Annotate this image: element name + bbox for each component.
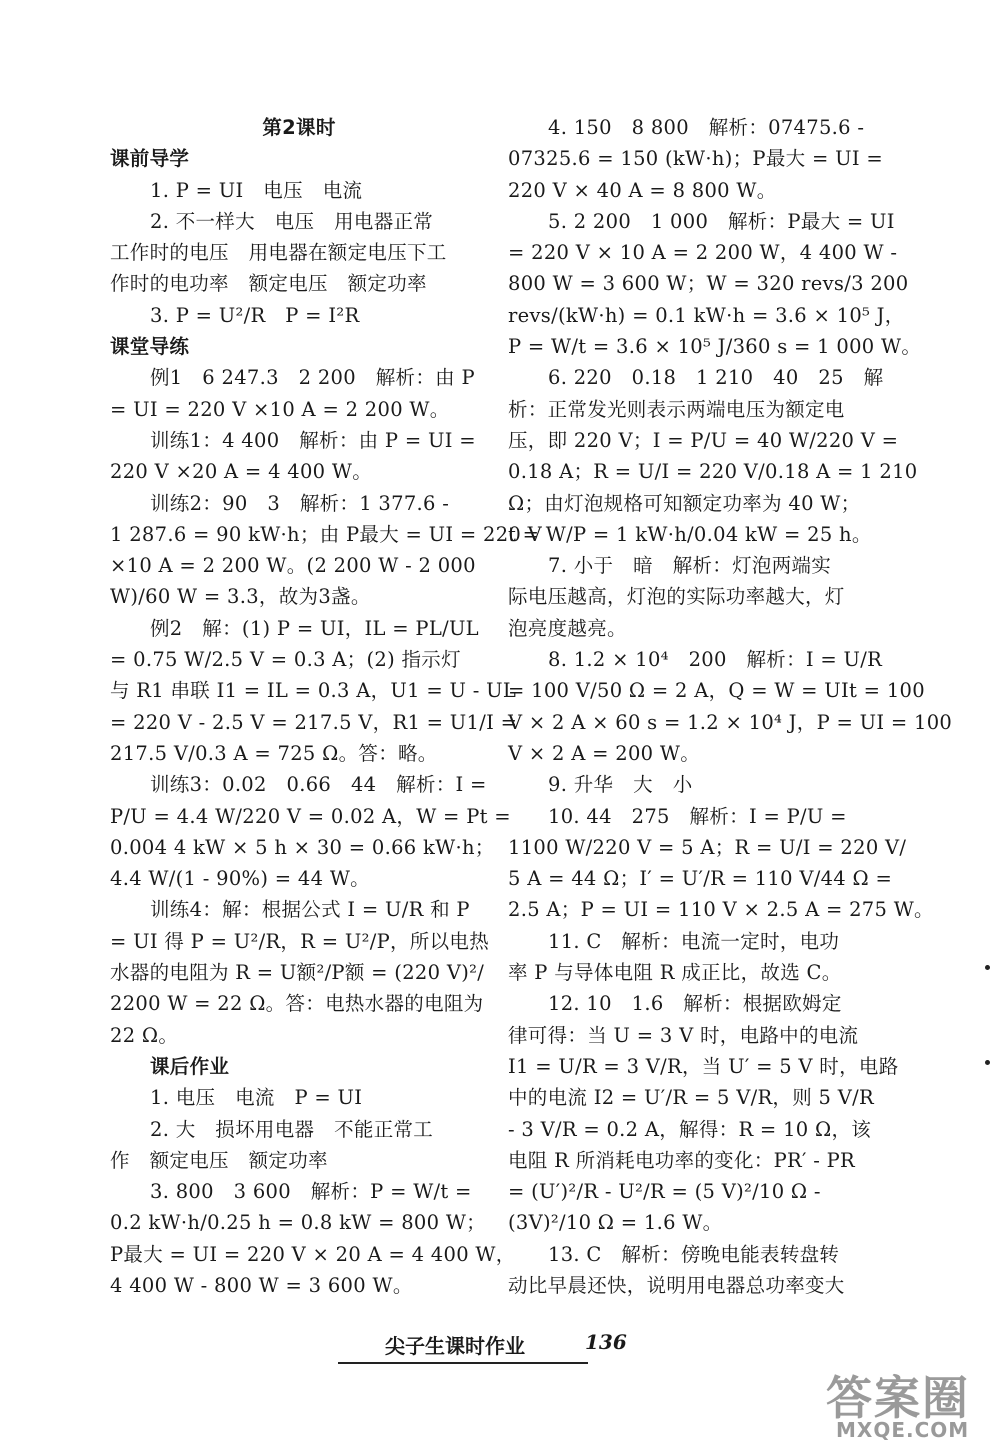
text-line: 2.5 A；P = UI = 110 V × 2.5 A = 275 W。: [508, 898, 934, 922]
text-line: = UI 得 P = U²/R，R = U²/P，所以电热: [110, 929, 489, 953]
text-line: 3. P = U²/R P = I²R: [150, 303, 360, 327]
text-line: = (U′)²/R - U²/R = (5 V)²/10 Ω -: [508, 1180, 821, 1204]
text-line: 5. 2 200 1 000 解析：P最大 = UI: [548, 209, 895, 233]
text-line: V × 2 A × 60 s = 1.2 × 10⁴ J，P = UI = 100: [508, 710, 953, 734]
text-line: 课堂导练: [110, 335, 190, 359]
text-line: 7. 小于 暗 解析：灯泡两端实: [548, 554, 832, 578]
text-line: P/U = 4.4 W/220 V = 0.02 A，W = Pt =: [110, 804, 511, 828]
right-column: [508, 112, 953, 1301]
margin-mark: [985, 1060, 990, 1065]
text-line: P最大 = UI = 220 V × 20 A = 4 400 W，: [110, 1242, 516, 1266]
text-line: 22 Ω。: [110, 1023, 179, 1047]
text-line: 第2课时: [262, 116, 336, 139]
text-line: 12. 10 1.6 解析：根据欧姆定: [548, 992, 842, 1016]
text-line: 11. C 解析：电流一定时，电功: [548, 929, 840, 953]
text-line: 1. P = UI 电压 电流: [150, 178, 363, 202]
text-line: 6. 220 0.18 1 210 40 25 解: [548, 366, 884, 390]
text-line: P = W/t = 3.6 × 10⁵ J/360 s = 1 000 W。: [508, 335, 922, 359]
watermark-logo: [818, 1362, 988, 1447]
text-line: 0.004 4 kW × 5 h × 30 = 0.66 kW·h；: [110, 835, 495, 859]
text-line: 课后作业: [150, 1054, 230, 1078]
text-line: 10. 44 275 解析：I = P/U =: [548, 804, 847, 828]
text-line: 水器的电阻为 R = U额²/P额 = (220 V)²/: [110, 961, 485, 985]
text-line: 泡亮度越亮。: [508, 616, 627, 640]
text-line: 电阻 R 所消耗电功率的变化：PR′ - PR: [508, 1148, 855, 1172]
text-line: 4. 150 8 800 解析：07475.6 -: [548, 116, 865, 139]
text-line: 800 W = 3 600 W；W = 320 revs/3 200: [508, 272, 909, 296]
text-line: = 100 V/50 Ω = 2 A，Q = W = UIt = 100: [508, 679, 925, 703]
text-line: = 220 V - 2.5 V = 217.5 V，R1 = U1/I =: [110, 710, 518, 734]
text-line: 2200 W = 22 Ω。答：电热水器的电阻为: [110, 992, 484, 1016]
text-line: 训练4：解：根据公式 I = U/R 和 P: [150, 898, 470, 922]
text-line: 2. 大 损坏用电器 不能正常工: [150, 1117, 434, 1141]
page-number: 136: [585, 1330, 627, 1354]
text-line: 1. 电压 电流 P = UI: [150, 1086, 363, 1110]
text-line: 动比早晨还快，说明用电器总功率变大: [508, 1273, 845, 1297]
text-line: 5 A = 44 Ω；I′ = U′/R = 110 V/44 Ω =: [508, 867, 893, 891]
text-line: V × 2 A = 200 W。: [508, 741, 701, 765]
text-line: 中的电流 I2 = U′/R = 5 V/R，则 5 V/R: [508, 1086, 874, 1110]
text-line: 与 R1 串联 I1 = IL = 0.3 A，U1 = U - UL: [110, 679, 517, 703]
watermark-text: 答案圈: [826, 1371, 970, 1425]
text-line: = UI = 220 V ×10 A = 2 200 W。: [110, 397, 450, 421]
text-line: 0.2 kW·h/0.25 h = 0.8 kW = 800 W；: [110, 1211, 486, 1235]
text-line: 220 V × 40 A = 8 800 W。: [508, 178, 777, 202]
text-line: 9. 升华 大 小: [548, 773, 693, 797]
text-line: 1100 W/220 V = 5 A；R = U/I = 220 V/: [508, 835, 907, 859]
text-line: = 220 V × 10 A = 2 200 W，4 400 W -: [508, 241, 898, 265]
text-line: 作时的电功率 额定电压 额定功率: [110, 272, 427, 296]
text-line: 率 P 与导体电阻 R 成正比，故选 C。: [508, 961, 842, 985]
text-line: 1 287.6 = 90 kW·h；由 P最大 = UI = 220 V: [110, 522, 543, 546]
text-line: 际电压越高，灯泡的实际功率越大，灯: [508, 585, 845, 609]
text-line: I1 = U/R = 3 V/R，当 U′ = 5 V 时，电路: [508, 1054, 899, 1078]
text-line: 0.18 A；R = U/I = 220 V/0.18 A = 1 210: [508, 460, 918, 484]
text-line: revs/(kW·h) = 0.1 kW·h = 3.6 × 10⁵ J，: [508, 303, 905, 327]
text-line: (3V)²/10 Ω = 1.6 W。: [508, 1211, 723, 1235]
text-line: 作 额定电压 额定功率: [110, 1148, 328, 1172]
footer-rule: [338, 1362, 588, 1364]
text-line: t = W/P = 1 kW·h/0.04 kW = 25 h。: [508, 522, 872, 546]
text-line: = 0.75 W/2.5 V = 0.3 A；(2) 指示灯: [110, 648, 461, 672]
text-line: 2. 不一样大 电压 用电器正常: [150, 209, 434, 233]
book-title: 尖子生课时作业: [385, 1334, 525, 1358]
text-line: 工作时的电压 用电器在额定电压下工: [110, 241, 447, 265]
text-line: 律可得：当 U = 3 V 时，电路中的电流: [508, 1023, 859, 1047]
text-line: 例2 解：(1) P = UI，IL = PL/UL: [150, 616, 479, 640]
left-column: [110, 112, 543, 1301]
text-line: 3. 800 3 600 解析：P = W/t =: [150, 1180, 472, 1204]
text-line: 例1 6 247.3 2 200 解析：由 P: [150, 366, 475, 390]
text-line: 8. 1.2 × 10⁴ 200 解析：I = U/R: [548, 648, 883, 672]
text-line: 217.5 V/0.3 A = 725 Ω。答：略。: [110, 741, 438, 765]
text-line: 4 400 W - 800 W = 3 600 W。: [110, 1273, 413, 1297]
text-line: 07325.6 = 150 (kW·h)；P最大 = UI =: [508, 147, 883, 171]
text-line: 课前导学: [110, 147, 190, 171]
text-line: ×10 A = 2 200 W。(2 200 W - 2 000: [110, 554, 476, 578]
text-line: W)/60 W = 3.3，故为3盏。: [110, 585, 371, 609]
text-line: 训练2：90 3 解析：1 377.6 -: [150, 491, 450, 515]
text-line: 训练3：0.02 0.66 44 解析：I =: [150, 773, 487, 797]
text-line: 析：正常发光则表示两端电压为额定电: [508, 397, 845, 421]
text-line: 压，即 220 V；I = P/U = 40 W/220 V =: [508, 428, 899, 452]
text-line: 13. C 解析：傍晚电能表转盘转: [548, 1242, 840, 1266]
margin-mark: [985, 965, 990, 970]
watermark-url: MXQE.COM: [836, 1418, 970, 1442]
text-line: Ω；由灯泡规格可知额定功率为 40 W；: [508, 491, 861, 515]
text-line: 220 V ×20 A = 4 400 W。: [110, 460, 373, 484]
text-line: - 3 V/R = 0.2 A，解得：R = 10 Ω，该: [508, 1117, 872, 1141]
text-line: 4.4 W/(1 - 90%) = 44 W。: [110, 867, 370, 891]
text-line: 训练1：4 400 解析：由 P = UI =: [150, 428, 476, 452]
